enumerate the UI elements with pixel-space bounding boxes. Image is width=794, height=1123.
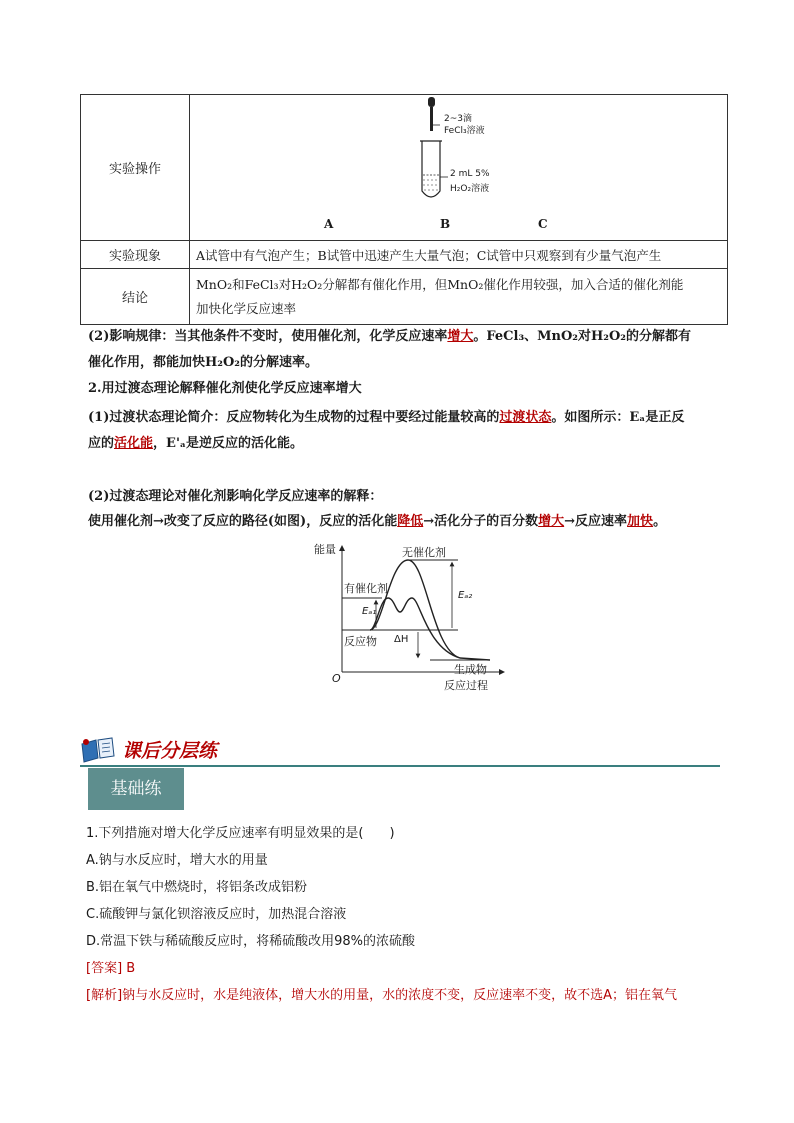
experiment-table: [80, 94, 728, 325]
heading-transition-state: 2.用过渡态理论解释催化剂使化学反应速率增大: [88, 381, 362, 396]
diagram-ea1: Eₐ₁: [362, 606, 377, 617]
uncatalyzed-curve: [370, 560, 490, 660]
explanation-text: 使用催化剂→改变了反应的路径(如图)，反应的活化能降低→活化分子的百分数增大→反应速率加快。: [88, 514, 667, 529]
diagram-with-catalyst: 有催化剂: [344, 582, 388, 595]
answer-activation-energy: 活化能: [114, 436, 154, 451]
explanation-heading: (2)过渡态理论对催化剂影响化学反应速率的解释：: [88, 489, 383, 504]
diagram-reactant: 反应物: [344, 635, 377, 648]
section-title: 课后分层练: [122, 740, 218, 762]
tube-label-b: B: [440, 217, 451, 231]
answer-lower: 降低: [397, 514, 424, 529]
q1-option-c: C.硫酸钾与氯化钡溶液反应时，加热混合溶液: [86, 907, 347, 922]
row-label-operation: 实验操作: [81, 95, 190, 241]
q1-option-a: A.钠与水反应时，增大水的用量: [86, 853, 268, 868]
dropper-label-2: FeCl₃溶液: [444, 126, 485, 136]
dropper-label-1: 2~3滴: [444, 114, 472, 124]
test-tube: [422, 141, 440, 197]
transition-intro-line1: (1)过渡状态理论简介：反应物转化为生成物的过程中要经过能量较高的过渡状态。如图所示：Eₐ是正反: [88, 410, 685, 425]
apparatus-cell: [190, 95, 728, 241]
tube-label-a: A: [324, 217, 334, 231]
book-icon: [78, 734, 118, 764]
q1-stem: 1.下列措施对增大化学反应速率有明显效果的是( ): [86, 826, 395, 841]
diagram-no-catalyst: 无催化剂: [402, 546, 446, 559]
conclusion-cell: [190, 269, 728, 325]
row-label-phenomenon: 实验现象: [81, 241, 190, 269]
diagram-product: 生成物: [454, 663, 487, 676]
q1-answer: [答案] B: [86, 961, 136, 976]
conclusion-line-1: MnO₂和FeCl₃对H₂O₂分解都有催化作用，但MnO₂催化作用较强，加入合适的催化剂能: [196, 276, 684, 292]
q1-analysis: [解析]钠与水反应时，水是纯液体，增大水的用量，水的浓度不变，反应速率不变，故不选A；铝在氧气: [86, 988, 678, 1003]
phenomenon-text: A试管中有气泡产生；B试管中迅速产生大量气泡；C试管中只观察到有少量气泡产生: [190, 241, 728, 269]
diagram-y-label: 能量: [314, 543, 336, 556]
answer-increase-2: 增大: [538, 514, 565, 529]
diagram-delta-h: ΔH: [394, 634, 409, 645]
influence-rule-line2: 催化作用，都能加快H₂O₂的分解速率。: [88, 355, 318, 370]
q1-option-b: B.铝在氧气中燃烧时，将铝条改成铝粉: [86, 880, 308, 895]
row-label-conclusion: 结论: [81, 269, 190, 325]
transition-intro-line2: 应的活化能，E'ₐ是逆反应的活化能。: [88, 436, 303, 451]
diagram-ea2: Eₐ₂: [458, 590, 473, 601]
basic-practice-tag: 基础练: [88, 768, 184, 810]
tube-label-2: H₂O₂溶液: [450, 184, 490, 194]
tube-label-c: C: [538, 217, 548, 231]
conclusion-line-2: 加快化学反应速率: [196, 300, 297, 316]
diagram-origin: O: [332, 672, 341, 685]
q1-option-d: D.常温下铁与稀硫酸反应时，将稀硫酸改用98%的浓硫酸: [86, 934, 416, 949]
section-rule: [80, 765, 720, 767]
tube-label-1: 2 mL 5%: [450, 169, 490, 179]
answer-transition-state: 过渡状态: [499, 410, 552, 425]
dropper-bulb: [428, 97, 435, 107]
influence-rule-line1: (2)影响规律：当其他条件不变时，使用催化剂，化学反应速率增大。FeCl₃、MnO₂对H₂O₂的分解都有: [88, 329, 691, 344]
diagram-x-label: 反应过程: [444, 679, 488, 692]
answer-increase: 增大: [447, 329, 474, 344]
answer-faster: 加快: [627, 514, 654, 529]
dropper-tube: [430, 107, 433, 131]
